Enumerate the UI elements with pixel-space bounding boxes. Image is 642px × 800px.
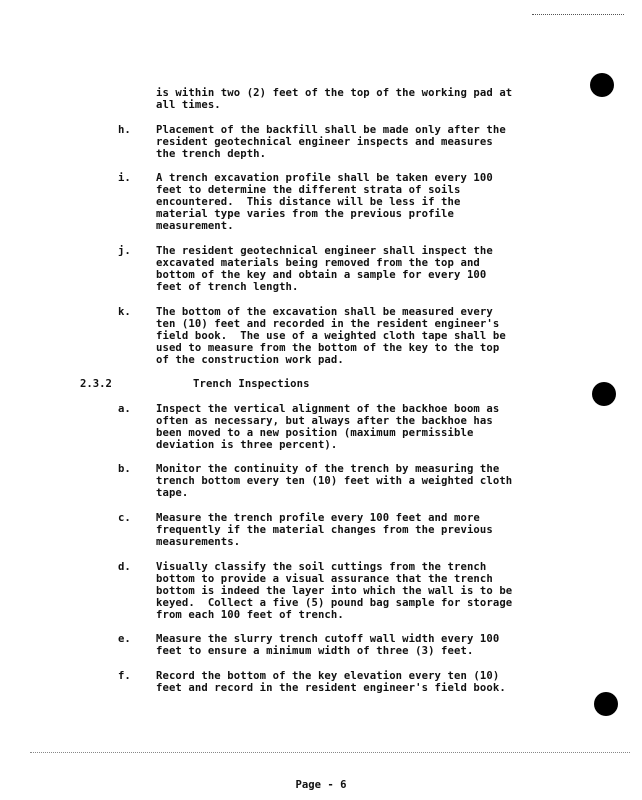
item-line: feet to determine the different strata of soils: [156, 184, 461, 196]
item-line: keyed. Collect a five (5) pound bag sample for storage: [156, 597, 513, 609]
item-line: been moved to a new position (maximum permissible: [156, 427, 474, 439]
item-line: The bottom of the excavation shall be measured every: [156, 306, 493, 318]
item-line: excavated materials being removed from the top and: [156, 257, 480, 269]
item-label: d.: [118, 561, 131, 573]
item-label: e.: [118, 633, 131, 645]
item-label: f.: [118, 670, 131, 682]
item-label: b.: [118, 463, 131, 475]
top-margin-mark: [532, 14, 624, 15]
item-line: measurements.: [156, 536, 241, 548]
item-label: h.: [118, 124, 131, 136]
item-line: ten (10) feet and recorded in the resident engineer's: [156, 318, 500, 330]
item-line: from each 100 feet of trench.: [156, 609, 344, 621]
punch-hole: [594, 692, 618, 716]
item-label: k.: [118, 306, 131, 318]
item-line: measurement.: [156, 220, 234, 232]
item-line: Measure the trench profile every 100 feet and more: [156, 512, 480, 524]
continuation-line: is within two (2) feet of the top of the working pad at: [156, 87, 513, 99]
punch-hole: [590, 73, 614, 97]
item-line: of the construction work pad.: [156, 354, 344, 366]
item-line: Inspect the vertical alignment of the backhoe boom as: [156, 403, 500, 415]
item-label: a.: [118, 403, 131, 415]
item-line: Visually classify the soil cuttings from the trench: [156, 561, 487, 573]
item-line: deviation is three percent).: [156, 439, 338, 451]
item-line: Measure the slurry trench cutoff wall width every 100: [156, 633, 500, 645]
item-line: bottom of the key and obtain a sample for every 100: [156, 269, 487, 281]
continuation-line: all times.: [156, 99, 221, 111]
item-line: bottom to provide a visual assurance that the trench: [156, 573, 493, 585]
section-number: 2.3.2: [80, 378, 112, 390]
item-line: Monitor the continuity of the trench by measuring the: [156, 463, 500, 475]
item-line: used to measure from the bottom of the key to the top: [156, 342, 500, 354]
item-label: i.: [118, 172, 131, 184]
item-label: c.: [118, 512, 131, 524]
item-line: feet of trench length.: [156, 281, 299, 293]
scan-artifact-line: [30, 752, 630, 753]
item-label: j.: [118, 245, 131, 257]
punch-hole: [592, 382, 616, 406]
item-line: bottom is indeed the layer into which the wall is to be: [156, 585, 513, 597]
item-line: Record the bottom of the key elevation every ten (10): [156, 670, 500, 682]
item-line: frequently if the material changes from the previous: [156, 524, 493, 536]
item-line: resident geotechnical engineer inspects and measures: [156, 136, 493, 148]
item-line: feet and record in the resident engineer's field book.: [156, 682, 506, 694]
item-line: field book. The use of a weighted cloth tape shall be: [156, 330, 506, 342]
item-line: feet to ensure a minimum width of three (3) feet.: [156, 645, 474, 657]
item-line: A trench excavation profile shall be taken every 100: [156, 172, 493, 184]
page-number: Page - 6: [295, 779, 347, 791]
item-line: Placement of the backfill shall be made only after the: [156, 124, 506, 136]
item-line: tape.: [156, 487, 189, 499]
item-line: encountered. This distance will be less if the: [156, 196, 461, 208]
item-line: material type varies from the previous profile: [156, 208, 454, 220]
item-line: often as necessary, but always after the backhoe has: [156, 415, 493, 427]
item-line: trench bottom every ten (10) feet with a weighted cloth: [156, 475, 513, 487]
section-title: Trench Inspections: [193, 378, 310, 390]
item-line: the trench depth.: [156, 148, 267, 160]
item-line: The resident geotechnical engineer shall inspect the: [156, 245, 493, 257]
